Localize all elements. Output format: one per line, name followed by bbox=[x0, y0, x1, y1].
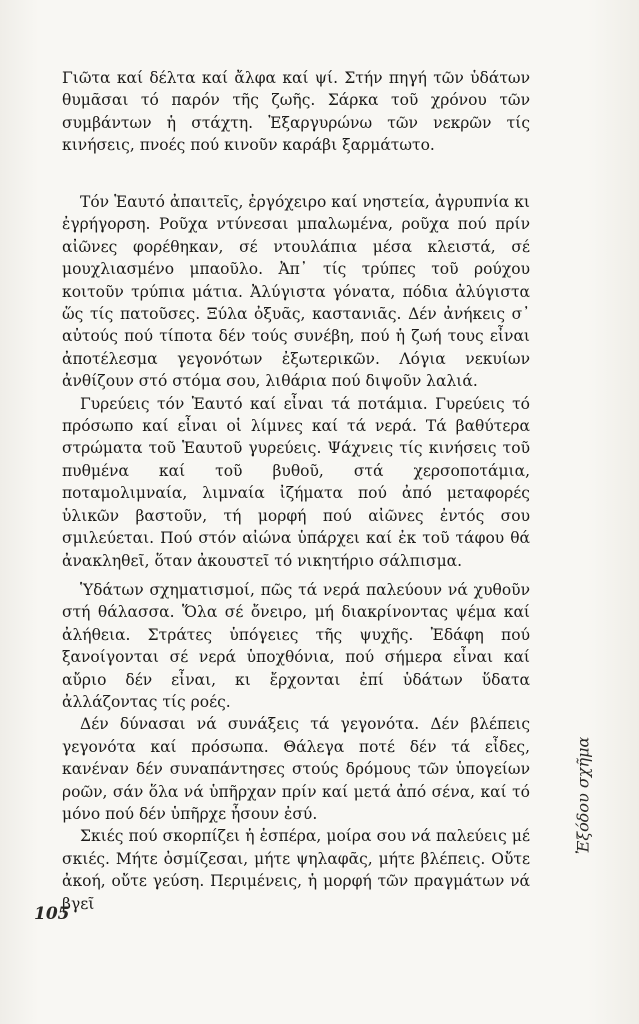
running-title-text: Ἐξόδου σχῆμα bbox=[573, 736, 593, 854]
paragraph: Τόν Ἑαυτό ἀπαιτεῖς, ἐργόχειρο καί νηστεία, ἀγρυπνία κι ἐγρήγορση. Ροῦχα ντύνεσαι μπαλωμένα, ροῦχα πού πρίν αἰῶνες φορέθηκαν, σέ ντουλάπια μέσα κλειστά, σέ μουχλιασμένο μπαοῦλο. Ἀπ᾽ τίς τρύπες τοῦ ρούχου κοιτοῦν τρύπια μάτια. Ἀλύγιστα γόνατα, πόδια ἀλύγιστα ὥς τίς πατοῦσες. Ξύλα ὀξυᾶς, καστανιᾶς. Δέν ἀνήκεις σ᾽ αὐτούς πού τίποτα δέν τούς συνέβη, πού ἡ ζωή τους εἶναι ἀποτέλεσμα γεγονότων ἐξωτερικῶν. Λόγια νεκυίων ἀνθίζουν στό στόμα σου, λιθάρια πού διψοῦν λαλιά. bbox=[62, 193, 530, 391]
paragraph: Σκιές πού σκορπίζει ἡ ἑσπέρα, μοίρα σου νά παλεύεις μέ σκιές. Μήτε ὀσμίζεσαι, μήτε ψηλαφᾶς, μήτε βλέπεις. Οὔτε ἀκοή, οὔτε γεύση. Περιμένεις, ἡ μορφή τῶν πραγμάτων νά βγεῖ bbox=[62, 827, 530, 913]
paragraph: Γυρεύεις τόν Ἑαυτό καί εἶναι τά ποτάμια. Γυρεύεις τό πρόσωπο καί εἶναι οἱ λίμνες καί τά νερά. Τά βαθύτερα στρώματα τοῦ Ἑαυτοῦ γυρεύεις. Ψάχνεις τίς κινήσεις τοῦ πυθμένα καί τοῦ βυθοῦ, στά χερσοποτάμια, ποταμολιμναία, λιμναία ἰζήματα πού ἀπό μεταφορές ὑλικῶν βαστοῦν, τή μορφή πού αἰῶνες ἐντός σου σμιλεύεται. Πού στόν αἰώνα ὑπάρχει καί ἐκ τοῦ τάφου θά ἀνακληθεῖ, ὅταν ἀκουστεῖ τό νικητήριο σάλπισμα. bbox=[62, 394, 530, 570]
text-section-1 bbox=[62, 67, 530, 157]
paragraph: Δέν δύνασαι νά συνάξεις τά γεγονότα. Δέν βλέπεις γεγονότα καί πρόσωπα. Θάλεγα ποτέ δέν τά εἶδες, κανέναν δέν συναπάντησες στούς δρόμους τῶν ὑπογείων ροῶν, σάν ὅλα νά ὑπῆρχαν πρίν καί μετά ἀπό σένα, καί τό μόνο πού δέν ὑπῆρχε ἦσουν ἐσύ. bbox=[62, 715, 530, 824]
paragraph: Γιῶτα καί δέλτα καί ἄλφα καί ψί. Στήν πηγή τῶν ὑδάτων θυμᾶσαι τό παρόν τῆς ζωῆς. Σάρκα τοῦ χρόνου τῶν συμβάντων ἡ στάχτη. Ἐξαργυρώνω τῶν νεκρῶν τίς κινήσεις, πνοές πού κινοῦν καράβι ξαρμάτωτο. bbox=[62, 69, 530, 155]
running-title bbox=[565, 705, 601, 885]
text-section-2 bbox=[62, 191, 530, 572]
text-section-3 bbox=[62, 579, 530, 915]
paragraph: Ὑδάτων σχηματισμοί, πῶς τά νερά παλεύουν νά χυθοῦν στή θάλασσα. Ὅλα σέ ὄνειρο, μή διακρίνοντας ψέμα καί ἀλήθεια. Στράτες ὑπόγειες τῆς ψυχῆς. Ἐδάφη πού ξανοίγονται σέ νερά ὑποχθόνια, πού σήμερα εἶναι καί αὔριο δέν εἶναι, κι ἔρχονται ἐπί ὑδάτων ὕδατα ἀλλάζοντας τίς ροές. bbox=[62, 581, 530, 712]
page-number: 105 bbox=[34, 904, 70, 924]
